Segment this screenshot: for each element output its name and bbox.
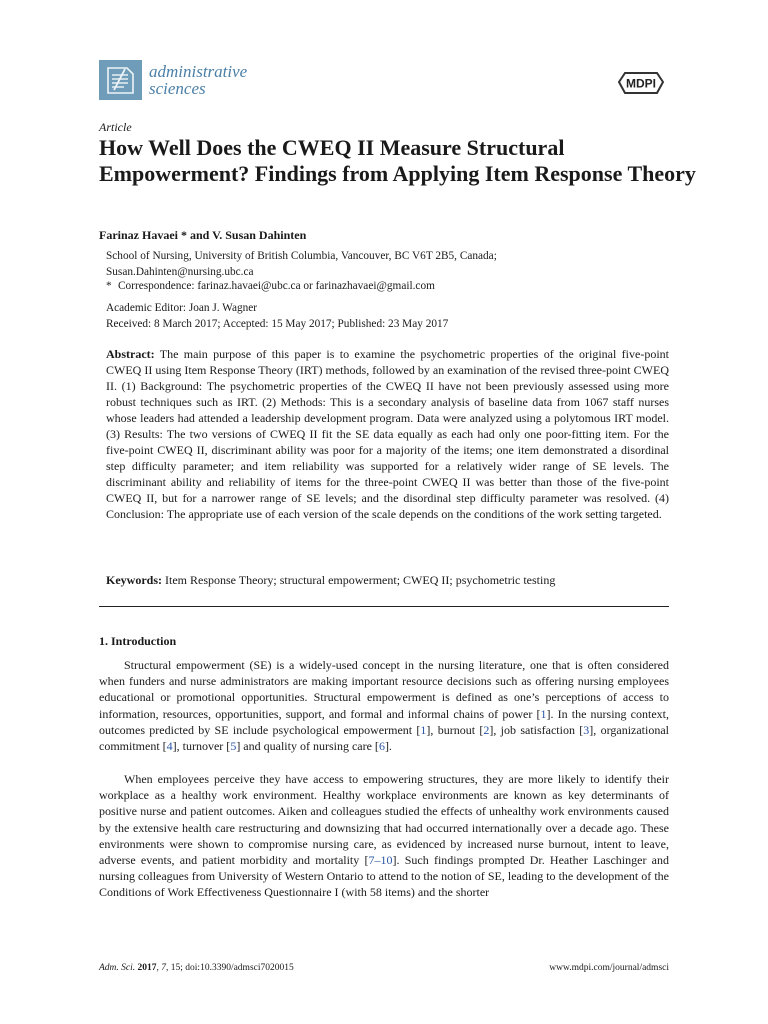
correspondence-text: Correspondence: farinaz.havaei@ubc.ca or farinazhavaei@gmail.com: [118, 280, 435, 292]
citation-link[interactable]: 4: [166, 739, 173, 754]
citation-link[interactable]: 7–10: [368, 853, 393, 868]
section-divider: [99, 606, 669, 607]
citation-link[interactable]: 1: [540, 706, 547, 721]
footer-journal: Adm. Sci.: [99, 963, 136, 973]
footer-volume: 7: [161, 963, 167, 973]
journal-logo-icon: [99, 60, 142, 100]
footer-year: 2017: [137, 963, 157, 973]
citation-link[interactable]: 6: [378, 739, 385, 754]
citation-link[interactable]: 2: [483, 722, 490, 737]
affiliation: [106, 249, 686, 280]
publication-dates: Received: 8 March 2017; Accepted: 15 May 2017; Published: 23 May 2017: [106, 317, 449, 330]
affiliation-line: School of Nursing, University of British Columbia, Vancouver, BC V6T 2B5, Canada;: [106, 250, 497, 262]
keywords-text: Item Response Theory; structural empowerment; CWEQ II; psychometric testing: [165, 573, 556, 587]
affiliation-email: Susan.Dahinten@nursing.ubc.ca: [106, 265, 254, 278]
footer-url[interactable]: www.mdpi.com/journal/admsci: [549, 963, 669, 973]
publisher-name: MDPI: [626, 76, 656, 91]
citation-link[interactable]: 1: [420, 722, 427, 737]
abstract-label: Abstract:: [106, 347, 155, 361]
citation-link[interactable]: 3: [583, 722, 590, 737]
footer-citation: Adm. Sci. 2017, 7, 15; doi:10.3390/admsci7020015: [99, 963, 294, 973]
paper-title: How Well Does the CWEQ II Measure Structural Empowerment? Findings from Applying Item Response Theory: [99, 135, 696, 186]
journal-name-line2: sciences: [149, 79, 206, 98]
keywords-label: Keywords:: [106, 573, 162, 587]
article-type: Article: [99, 120, 132, 134]
abstract-text: The main purpose of this paper is to examine the psychometric properties of the original five-point CWEQ II using Item Response Theory (IRT) methods, followed by an examination of the revised three-point CWEQ II. (1) Background: The psychometric properties of the CWEQ II have not been previously assessed using more robust techniques such as IRT. (2) Methods: This is a secondary analysis of baseline data from 1067 staff nurses whose leaders had attended a leadership development program. Data were analyzed using a polytomous IRT model. (3) Results: The two versions of CWEQ II fit the SE data equally as each had only one poor-fitting item. For the five-point CWEQ II, discriminant ability was poor for a majority of the items; one item demonstrated a disordinal step difficulty parameter; and item reliability was supported for a relatively wider range of SE levels. The discriminant ability and reliability of items for the three-point CWEQ II was better than those of the five-point CWEQ II, but for a narrower range of SE levels; and the disordinal step difficulty parameter was resolved. (4) Conclusion: The appropriate use of each version of the scale depends on the conditions of the work setting targeted.: [106, 347, 669, 521]
keywords: [106, 572, 669, 588]
editorial-info: [106, 301, 448, 332]
authors: Farinaz Havaei * and V. Susan Dahinten: [99, 228, 307, 242]
mdpi-logo: [613, 68, 669, 98]
body-paragraph: Structural empowerment (SE) is a widely-used concept in the nursing literature, one that is often considered when funders and nurse administrators are making important resource decisions such as offering nursing employees educational or promotional opportunities. Structural empowerment is defined as one’s perceptions of access to information, resources, opportunities, support, and formal and informal chains of power [1]. In the nursing context, outcomes predicted by SE include psychological empowerment [1], burnout [2], job satisfaction [3], organizational commitment [4], turnover [5] and quality of nursing care [6].: [99, 658, 670, 754]
citation-link[interactable]: 5: [230, 739, 237, 754]
correspondence-symbol: *: [106, 280, 112, 292]
footer-doi: , 15; doi:10.3390/admsci7020015: [166, 963, 294, 973]
abstract: [106, 346, 669, 522]
journal-name: [149, 63, 247, 97]
section-heading: 1. Introduction: [99, 634, 177, 648]
academic-editor: Academic Editor: Joan J. Wagner: [106, 302, 258, 314]
body-paragraph: When employees perceive they have access to empowering structures, they are more likely to identify their workplace as a healthy work environment. Healthy workplace environments are known as key determinants of positive nurse and patient outcomes. Aiken and colleagues studied the effects of unhealthy work environments caused by the extensive health care restructuring and downsizing that had occurred internationally over a decade ago. These environments were shown to compromise nursing care, as evidenced by increased nurse burnout, intent to leave, adverse events, and patient morbidity and mortality [7–10]. Such findings prompted Dr. Heather Laschinger and nursing colleagues from University of Western Ontario to attend to the notion of SE, leading to the development of the Conditions of Work Effectiveness Questionnaire I (with 58 items) and the shorter: [99, 772, 669, 900]
journal-name-line1: administrative: [149, 62, 248, 81]
